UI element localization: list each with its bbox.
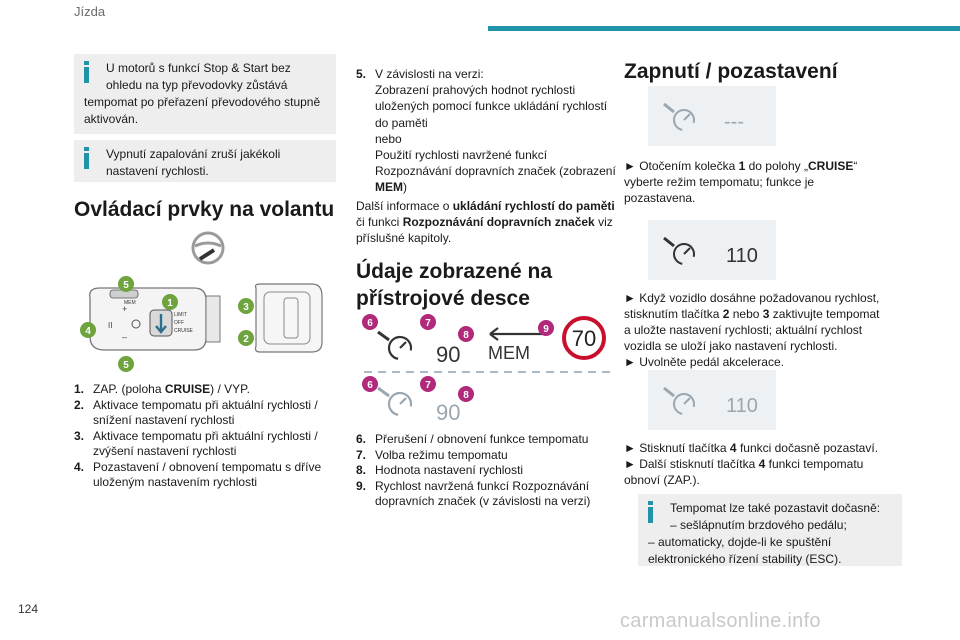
cluster-panel-paused	[648, 86, 776, 146]
note-line: nastavení rychlosti.	[106, 164, 209, 178]
svg-text:7: 7	[425, 318, 431, 329]
svg-text:2: 2	[243, 334, 249, 345]
list-item: 9. Rychlost navržená funkcí Rozpoznávání dopravních značek (v závislosti na verzi)	[356, 478, 591, 508]
cruise-stalk-illustration	[90, 288, 220, 350]
stalk-label-limit: LIMIT	[174, 312, 187, 318]
callout-5-top	[118, 276, 134, 292]
note-line: aktivován.	[84, 112, 139, 126]
section-heading-steering-controls: Ovládací prvky na volantu	[74, 198, 335, 221]
cluster-panel-suspended	[648, 370, 776, 430]
info-icon	[84, 147, 89, 169]
svg-text:5: 5	[123, 280, 129, 291]
panel-value: 110	[726, 245, 758, 267]
item-5-list	[356, 66, 626, 196]
list-item: 3. Aktivace tempomatu při aktuální rychlosti / zvýšení nastavení rychlosti	[74, 428, 318, 458]
speed-setting-value-2: 90	[436, 400, 461, 425]
list-item: 6. Přerušení / obnovení funkce tempomatu	[356, 432, 589, 446]
callout-7	[420, 314, 436, 330]
note-line: U motorů s funkcí Stop & Start bez	[106, 61, 291, 75]
page-header-section: Jízda	[74, 4, 106, 19]
note-line: ohledu na typ převodovky zůstává	[106, 78, 288, 92]
info-note-pause	[638, 494, 902, 566]
cruise-pause-icon	[378, 332, 413, 361]
svg-text:3: 3	[243, 302, 249, 313]
note-line: elektronického řízení stability (ESC).	[648, 552, 842, 566]
callout-4	[80, 322, 96, 338]
step-pause-resume: ► Stisknutí tlačítka 4 funkci dočasně pozastaví. ► Další stisknutí tlačítka 4 funkci tempomatu obnoví (ZAP.).	[624, 441, 879, 487]
info-icon	[84, 61, 89, 83]
panel-value: ---	[724, 111, 744, 133]
callout-2	[238, 330, 254, 346]
callout-6b	[362, 376, 378, 392]
svg-text:4: 4	[85, 326, 91, 337]
info-note-stop-start	[74, 54, 336, 134]
instrument-display-figure	[356, 312, 618, 426]
cruise-icon	[648, 220, 776, 280]
display-legend-list	[356, 432, 626, 510]
stalk-label-mem: MEM	[124, 300, 136, 306]
speed-setting-value: 90	[436, 342, 461, 367]
list-item: 7. Volba režimu tempomatu	[356, 447, 508, 462]
list-item: 8. Hodnota nastavení rychlosti	[356, 463, 524, 477]
svg-text:9: 9	[543, 324, 549, 335]
cruise-active-icon	[378, 388, 413, 417]
panel-value: 110	[726, 395, 758, 417]
svg-text:6: 6	[367, 318, 373, 329]
note-line: – sešlápnutím brzdového pedálu;	[670, 518, 847, 532]
steering-controls-figure	[74, 226, 336, 374]
cruise-icon	[648, 86, 776, 146]
mem-label: MEM	[488, 343, 530, 363]
list-item: 4. Pozastavení / obnovení tempomatu s dříve uloženým nastavením rychlosti	[74, 459, 322, 489]
svg-text:1: 1	[167, 298, 173, 309]
callout-5-bottom	[118, 356, 134, 372]
svg-text:8: 8	[463, 330, 469, 341]
svg-text:II: II	[108, 321, 113, 330]
svg-text:8: 8	[463, 390, 469, 401]
svg-text:–: –	[122, 332, 128, 342]
steering-controls-list	[74, 382, 344, 491]
note-line: tempomat po přeřazení převodového stupně	[84, 95, 321, 109]
svg-text:7: 7	[425, 380, 431, 391]
cruise-icon	[648, 370, 776, 430]
callout-8b	[458, 386, 474, 402]
note-line: Vypnutí zapalování zruší jakékoli	[106, 147, 281, 161]
more-info-paragraph: Další informace o ukládání rychlostí do paměti či funkci Rozpoznávání dopravních značek viz příslušné kapitoly.	[356, 199, 615, 245]
list-item: 1. ZAP. (poloha CRUISE) / VYP.	[74, 382, 250, 396]
page-number: 124	[18, 602, 39, 616]
svg-text:+: +	[122, 304, 128, 314]
callout-3	[238, 298, 254, 314]
stalk-side-view-illustration	[256, 284, 323, 352]
note-line: Tempomat lze také pozastavit dočasně:	[670, 501, 881, 515]
steering-wheel-icon	[193, 233, 223, 263]
step-select-mode: ► Otočením kolečka 1 do polohy „CRUISE“ vyberte režim tempomatu; funkce je pozastavena.	[624, 159, 858, 205]
note-line: – automaticky, dojde-li ke spuštění	[648, 535, 832, 549]
section-heading-instrument-display: Údaje zobrazené na přístrojové desce	[356, 260, 553, 310]
list-item: 5. V závislosti na verzi: Zobrazení prahových hodnot rychlosti uložených pomocí funkce ukládání rychlostí do paměti nebo Použití rychlosti navržené funkcí Rozpoznávání dopravních značek (zobrazení MEM)	[356, 67, 616, 195]
callout-6	[362, 314, 378, 330]
info-icon	[648, 501, 653, 523]
svg-text:6: 6	[367, 380, 373, 391]
svg-text:5: 5	[123, 360, 129, 371]
stalk-label-cruise: CRUISE	[174, 328, 193, 334]
callout-7b	[420, 376, 436, 392]
callout-1	[162, 294, 178, 310]
watermark: carmanualsonline.info	[620, 610, 821, 632]
speed-sign-value: 70	[571, 326, 597, 351]
info-note-ignition	[74, 140, 336, 182]
cluster-panel-active	[648, 220, 776, 280]
section-heading-activation: Zapnutí / pozastavení	[624, 60, 838, 83]
step-activate-cruise: ► Když vozidlo dosáhne požadovanou rychlost, stisknutím tlačítka 2 nebo 3 zaktivujte tempomat a uložte nastavení rychlosti; aktuální rychlost vozidla se uloží jako nastavení rychlosti. ► Uvolněte pedál akcelerace.	[624, 291, 880, 369]
header-accent-bar	[488, 26, 960, 31]
list-item: 2. Aktivace tempomatu při aktuální rychlosti / snížení nastavení rychlosti	[74, 397, 318, 427]
arrow-left-icon	[490, 328, 546, 340]
callout-8	[458, 326, 474, 342]
callout-9	[538, 320, 554, 336]
stalk-label-off: OFF	[174, 320, 184, 326]
speed-limit-sign-icon	[564, 318, 604, 358]
